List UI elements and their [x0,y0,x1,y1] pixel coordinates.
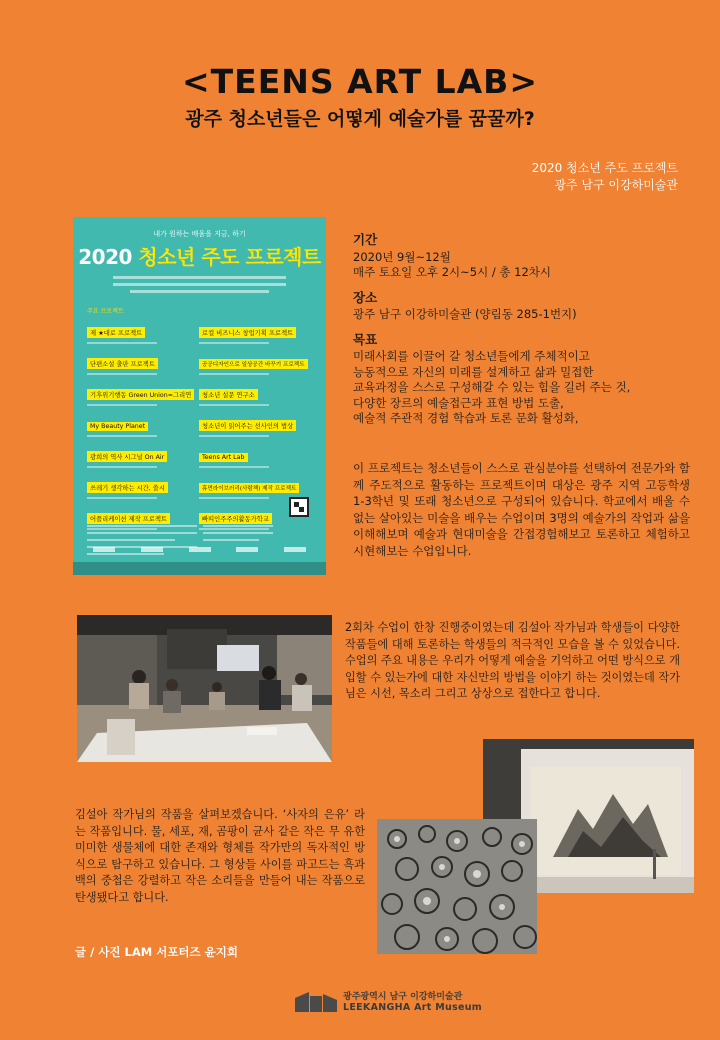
goal-line: 교육과정을 스스로 구성해갈 수 있는 힘을 길러 주는 것, [353,380,631,394]
project-info [353,232,693,436]
place-value: 광주 남구 이강하미술관 (양림동 285-1번지) [353,307,577,321]
poster-item: 로컬 비즈니스 창업기획 프로젝트 [199,327,296,338]
page-subtitle: 광주 청소년들은 어떻게 예술가를 꿈꿀까? [185,108,535,130]
poster-title-text: 청소년 주도 프로젝트 [138,245,321,269]
artwork-closeup-photo [377,819,537,954]
organizer-block [532,160,678,194]
project-name: 2020 청소년 주도 프로젝트 [531,161,678,175]
poster-recruit-info [87,520,197,560]
poster-year: 2020 [78,245,139,269]
poster-item: 단편소설 출판 프로젝트 [87,358,158,369]
poster-item: 청소년이 읽어주는 선사인의 법상 [199,420,296,431]
poster-item: 휴먼라이브러리(사람책) 제작 프로젝트 [199,483,299,493]
period-label: 기간 [353,232,378,247]
museum-name-english: LEEKANGHA Art Museum [343,1002,482,1013]
poster-tagline: 내가 원하는 배움을 지금, 하기 [153,230,246,238]
poster-item: 기후위기행동 Green Union=그리연 [87,389,194,400]
page-title: <TEENS ART LAB> [182,62,538,101]
poster-item: 어플리케이션 제작 프로젝트 [87,513,170,524]
poster-item: My Beauty Planet [87,422,148,431]
poster-item: 제 ★대로 프로젝트 [87,327,145,338]
session-report: 2회차 수업이 한창 진행중이였는데 김설아 작가님과 학생들이 다양한 작품들에 대해 토론하는 학생들의 적극적인 모습을 볼 수 있었습니다. 수업의 주요 내용은 우리가 어떻게 예술을 기억하고 어떤 방식으로 개입할 수 있는가에 대한 자신만의 방법을 이야기 하는 것이였는데 작가님은 시선, 목소리 그리고 상상으로 접한다고 합니다. [345,621,680,700]
artwork-description: 김설아 작가님의 작품을 살펴보겠습니다. ‘사자의 은유’ 라는 작품입니다. 물, 세포, 재, 곰팡이 균사 같은 작은 무 유한 미미한 생물체에 대한 존재와 형체를 작가만의 독자적인 방식으로 탐구하고 있습니다. 그 형상들 사이를 파고드는 흑과 백의 중첩은 강렬하고 작은 소리들을 만들어 내는 작품으로 탄생됐다고 합니다. [75,808,365,904]
goal-line: 예술적 주관적 경험 학습과 토론 문화 활성화, [353,411,579,425]
goal-line: 다양한 장르의 예술접근과 표현 방법 도출, [353,395,564,410]
poster-section-head: 주요 프로젝트 [87,308,124,315]
poster-title [73,241,326,270]
poster-item: 쓰레기 생각하는 시간, 쓸시 [87,482,168,493]
goal-line: 미래사회를 이끌어 갈 청소년들에게 주체적이고 [353,349,590,363]
goal-line: 능동적으로 자신의 미래를 설계하고 삶과 밀접한 [353,364,594,379]
place-label: 장소 [353,289,378,305]
poster-footer-strip [73,562,326,575]
poster-intro-text [113,272,286,297]
poster-item: Teens Art Lab [199,453,248,462]
class-photo [77,615,332,762]
period-dates: 2020년 9월~12월 [353,249,451,264]
poster-item: 청소년 설문 연구소 [199,389,258,400]
museum-logo [295,989,482,1013]
museum-logo-icon [295,990,337,1012]
project-description: 이 프로젝트는 청소년들이 스스로 관심분야를 선택하여 전문가와 함께 주도적으로 활동하는 프로젝트이며 대상은 광주 지역 고등학생 1-3학년 및 또래 청소년으로 구성되어 있습니다. 학교에서 배울 수 없는 살아있는 미술을 배우는 수업이며 3명의 예술가의 작업과 삶을 이해해보며 예술과 현대미술을 간접경험해보고 토론하고 체험하고 시현해보는 수업입니다. [353,461,690,558]
qr-code-icon [289,497,309,517]
period-schedule: 매주 토요일 오후 2시~5시 / 총 12차시 [353,265,552,279]
poster-left-column [87,320,199,537]
museum-name-korean: 광주광역시 남구 이강하미술관 [343,992,463,1002]
museum-name: 광주 남구 이강하미술관 [554,178,678,192]
poster-item: 광희의 역사 시그널 On Air [87,451,167,462]
poster-item: 빠띠인주주의활동가학교 [199,513,272,524]
goal-label: 목표 [353,331,378,347]
project-poster-image [73,217,326,575]
credit-line: 글 / 사진 LAM 서포터즈 윤지희 [75,945,238,959]
poster-schedule-info [203,520,273,546]
poster-sponsor-logos [93,547,306,552]
poster-item: 공공디자인으로 일상공간 바꾸기 프로젝트 [199,359,308,369]
